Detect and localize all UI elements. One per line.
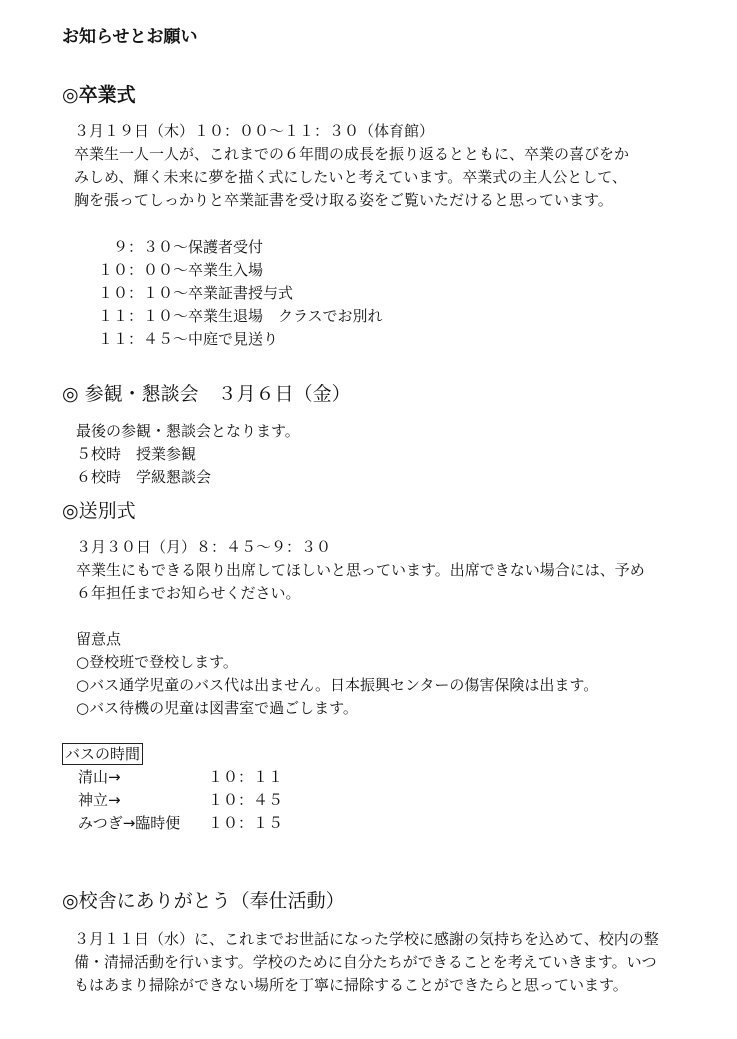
service-body-line: ３月１１日（水）に、これまでお世話になった学校に感謝の気持ちを込めて、校内の整 xyxy=(74,930,659,948)
schedule-item: １１：１０～卒業生退場 クラスでお別れ xyxy=(98,307,383,325)
bus-route: みつぎ→臨時便 xyxy=(78,814,181,832)
graduation-body-line: 胸を張ってしっかりと卒業証書を受け取る姿をご覧いただけると思っています。 xyxy=(74,191,613,209)
farewell-body-line: ６年担任までお知らせください。 xyxy=(76,584,301,602)
schedule-item: １１：４５～中庭で見送り xyxy=(98,330,279,348)
bus-time: １０：１５ xyxy=(208,814,284,832)
bus-times-title: バスの時間 xyxy=(62,743,143,765)
document-title: お知らせとお願い xyxy=(62,27,198,47)
service-heading: ◎校舎にありがとう（奉仕活動） xyxy=(62,890,345,912)
notes-title: 留意点 xyxy=(76,630,122,648)
note-item: ○バス待機の児童は図書室で過ごします。 xyxy=(76,699,358,717)
service-body-line: 備・清掃活動を行います。学校のために自分たちができることを考えていきます。いつ xyxy=(74,953,657,971)
visit-body-line: ６校時 学級懇談会 xyxy=(76,468,212,486)
visit-body-line: ５校時 授業参観 xyxy=(76,445,197,463)
bus-time: １０：４５ xyxy=(208,791,284,809)
bus-time: １０：１１ xyxy=(208,768,284,786)
service-body-line: もはあまり掃除ができない場所を丁寧に掃除することができたらと思っています。 xyxy=(74,976,628,994)
note-item: ○登校班で登校します。 xyxy=(76,653,238,671)
schedule-item: ９：３０～保護者受付 xyxy=(113,238,264,256)
bus-route: 清山→ xyxy=(78,768,121,786)
farewell-heading: ◎送別式 xyxy=(62,500,136,522)
schedule-item: １０：００～卒業生入場 xyxy=(98,261,264,279)
graduation-heading: ◎卒業式 xyxy=(62,84,136,106)
farewell-body-line: 卒業生にもできる限り出席してほしいと思っています。出席できない場合には、予め xyxy=(76,561,645,579)
note-item: ○バス通学児童のバス代は出ません。日本振興センターの傷害保険は出ます。 xyxy=(76,676,599,694)
schedule-item: １０：１０～卒業証書授与式 xyxy=(98,284,294,302)
farewell-date: ３月３０日（月）８：４５～９：３０ xyxy=(76,538,332,556)
bus-route: 神立→ xyxy=(78,791,121,809)
graduation-date: ３月１９日（木）１０：００～１１：３０（体育館） xyxy=(74,122,435,140)
visit-heading: ◎ 参観・懇談会 ３月６日（金） xyxy=(62,383,351,405)
visit-body-line: 最後の参観・懇談会となります。 xyxy=(76,422,300,440)
graduation-body-line: 卒業生一人一人が、これまでの６年間の成長を振り返るとともに、卒業の喜びをか xyxy=(74,145,630,163)
graduation-body-line: みしめ、輝く未来に夢を描く式にしたいと考えています。卒業式の主人公として、 xyxy=(74,168,627,186)
